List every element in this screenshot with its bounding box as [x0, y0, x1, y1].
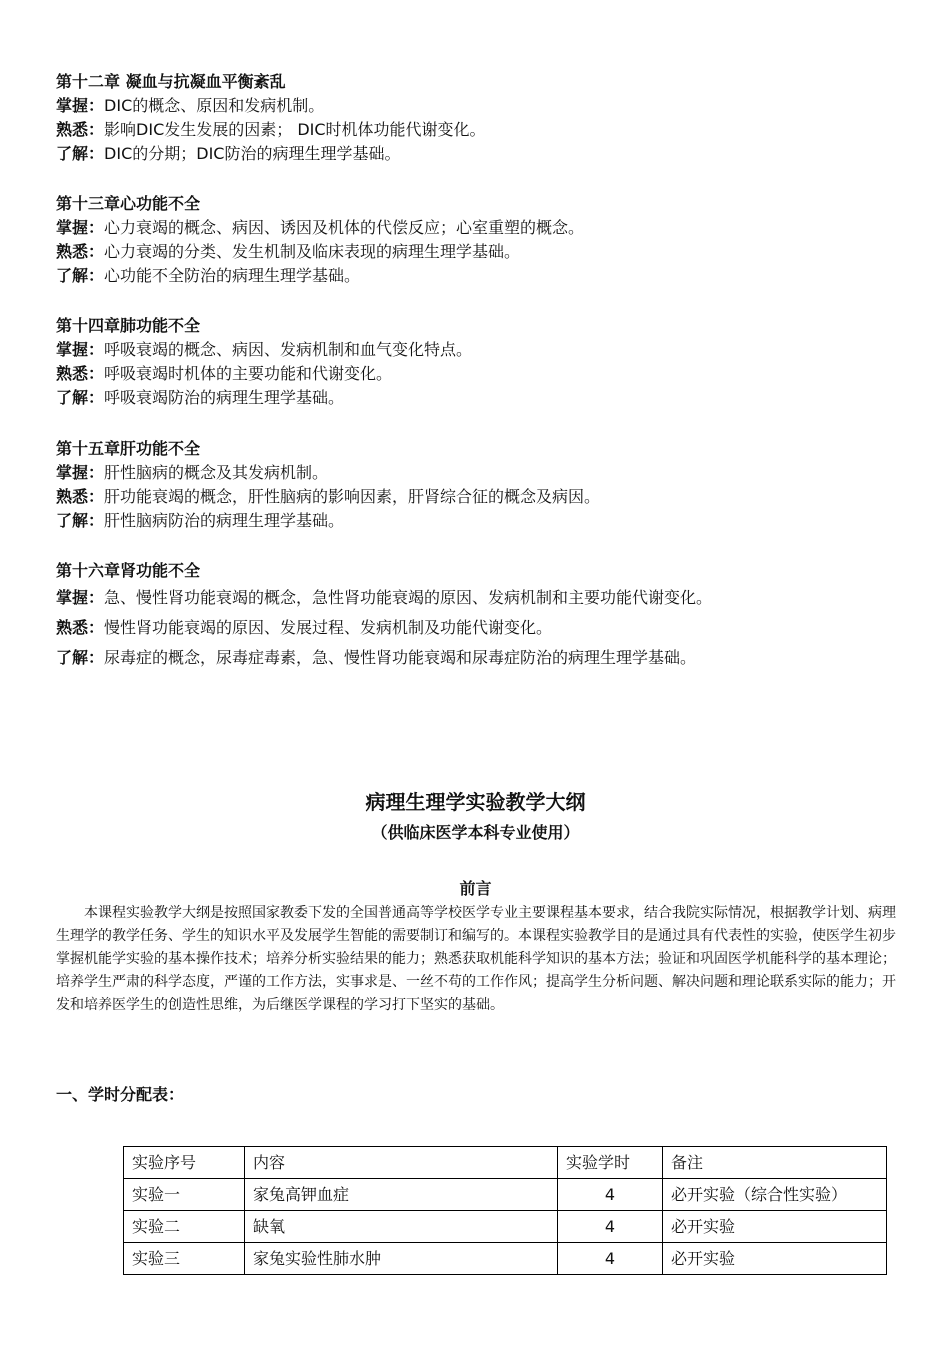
objective-text: 慢性肾功能衰竭的原因、发展过程、发病机制及功能代谢变化。 — [104, 618, 553, 637]
objective-label: 掌握 — [56, 463, 89, 482]
objective-text: 呼吸衰竭的概念、病因、发病机制和血气变化特点。 — [104, 340, 473, 359]
objective-text: DIC的概念、原因和发病机制。 — [104, 96, 325, 115]
objective-familiar: 熟悉：影响DIC发生发展的因素； DIC时机体功能代谢变化。 — [56, 120, 486, 139]
chapter-16 — [56, 559, 916, 673]
cell-no: 实验三 — [124, 1243, 245, 1275]
objective-text: 急、慢性肾功能衰竭的概念，急性肾功能衰竭的原因、发病机制和主要功能代谢变化。 — [104, 588, 713, 607]
cell-content: 家兔实验性肺水肿 — [245, 1243, 558, 1275]
chapter-title: 第十五章肝功能不全 — [56, 439, 201, 458]
cell-content: 家兔高钾血症 — [245, 1179, 558, 1211]
section-heading: 一、学时分配表： — [56, 1085, 185, 1104]
cell-note: 必开实验 — [663, 1211, 887, 1243]
preface-text: 本课程实验教学大纲是按照国家教委下发的全国普通高等学校医学专业主要课程基本要求，结合我院实际情况，根据教学计划、病理生理学的教学任务、学生的知识水平及发展学生智能的需要制订和编写的。本课程实验教学目的是通过具有代表性的实验，使医学生初步掌握机能学实验的基本操作技术；培养分析实验结果的能力；熟悉获取机能科学知识的基本方法；验证和巩固医学机能科学的基本理论；培养学生严肃的科学态度，严谨的工作方法，实事求是、一丝不苟的工作作风；提高学生分析问题、解决问题和理论联系实际的能力；开发和培养医学生的创造性思维，为后继医学课程的学习打下坚实的基础。 — [56, 905, 896, 1013]
header-cell: 实验学时 — [558, 1147, 663, 1179]
objective-label: 了解 — [56, 144, 89, 163]
hours-table — [123, 1146, 887, 1275]
objective-text: 呼吸衰竭防治的病理生理学基础。 — [104, 388, 345, 407]
table-header-row — [124, 1147, 887, 1179]
table-row — [124, 1179, 887, 1211]
objective-understand: 了解：呼吸衰竭防治的病理生理学基础。 — [56, 388, 345, 407]
objective-master: 掌握：肝性脑病的概念及其发病机制。 — [56, 463, 329, 482]
cell-hours: 4 — [558, 1243, 663, 1275]
chapter-title: 第十六章肾功能不全 — [56, 561, 201, 580]
objective-text: 肝功能衰竭的概念，肝性脑病的影响因素，肝肾综合征的概念及病因。 — [104, 487, 601, 506]
objective-text: 心力衰竭的概念、病因、诱因及机体的代偿反应；心室重塑的概念。 — [104, 218, 585, 237]
chapter-title: 第十四章肺功能不全 — [56, 316, 201, 335]
cell-hours: 4 — [558, 1211, 663, 1243]
objective-text: 肝性脑病的概念及其发病机制。 — [104, 463, 329, 482]
preface-title: 前言 — [459, 879, 492, 898]
cell-note: 必开实验（综合性实验） — [663, 1179, 887, 1211]
objective-familiar: 熟悉：心力衰竭的分类、发生机制及临床表现的病理生理学基础。 — [56, 242, 521, 261]
objective-text: 心力衰竭的分类、发生机制及临床表现的病理生理学基础。 — [104, 242, 521, 261]
objective-label: 熟悉 — [56, 364, 89, 383]
cell-note: 必开实验 — [663, 1243, 887, 1275]
objective-label: 掌握 — [56, 340, 89, 359]
objective-text: DIC的分期；DIC防治的病理生理学基础。 — [104, 144, 401, 163]
objective-text: 肝性脑病防治的病理生理学基础。 — [104, 511, 345, 530]
objective-understand: 了解：肝性脑病防治的病理生理学基础。 — [56, 511, 345, 530]
table-row — [124, 1211, 887, 1243]
objective-master: 掌握：呼吸衰竭的概念、病因、发病机制和血气变化特点。 — [56, 340, 473, 359]
cell-no: 实验二 — [124, 1211, 245, 1243]
outline-title: 病理生理学实验教学大纲 — [365, 790, 586, 814]
cell-hours: 4 — [558, 1179, 663, 1211]
chapter-15 — [56, 437, 916, 533]
objective-understand: 了解：心功能不全防治的病理生理学基础。 — [56, 266, 361, 285]
table-row — [124, 1243, 887, 1275]
chapter-title: 第十三章心功能不全 — [56, 194, 201, 213]
objective-label: 了解 — [56, 648, 89, 667]
objective-label: 了解 — [56, 266, 89, 285]
chapter-14 — [56, 314, 916, 410]
objective-label: 熟悉 — [56, 487, 89, 506]
objective-label: 掌握 — [56, 96, 89, 115]
outline-subtitle: （供临床医学本科专业使用） — [371, 823, 580, 842]
objective-familiar: 熟悉：肝功能衰竭的概念，肝性脑病的影响因素，肝肾综合征的概念及病因。 — [56, 487, 601, 506]
objective-text: 影响DIC发生发展的因素； DIC时机体功能代谢变化。 — [104, 120, 486, 139]
chapter-12 — [56, 70, 916, 166]
objective-text: 心功能不全防治的病理生理学基础。 — [104, 266, 361, 285]
objective-understand: 了解：DIC的分期；DIC防治的病理生理学基础。 — [56, 144, 401, 163]
objective-label: 了解 — [56, 511, 89, 530]
objective-label: 熟悉 — [56, 120, 89, 139]
cell-content: 缺氧 — [245, 1211, 558, 1243]
cell-no: 实验一 — [124, 1179, 245, 1211]
objective-label: 掌握 — [56, 588, 89, 607]
objective-master: 掌握：急、慢性肾功能衰竭的概念，急性肾功能衰竭的原因、发病机制和主要功能代谢变化。 — [56, 588, 713, 607]
chapter-13 — [56, 192, 916, 288]
objective-label: 了解 — [56, 388, 89, 407]
objective-master: 掌握：DIC的概念、原因和发病机制。 — [56, 96, 325, 115]
objective-text: 呼吸衰竭时机体的主要功能和代谢变化。 — [104, 364, 393, 383]
objective-understand: 了解：尿毒症的概念，尿毒症毒素，急、慢性肾功能衰竭和尿毒症防治的病理生理学基础。 — [56, 648, 697, 667]
chapter-title: 第十二章 凝血与抗凝血平衡紊乱 — [56, 72, 286, 91]
objective-master: 掌握：心力衰竭的概念、病因、诱因及机体的代偿反应；心室重塑的概念。 — [56, 218, 585, 237]
objective-familiar: 熟悉：慢性肾功能衰竭的原因、发展过程、发病机制及功能代谢变化。 — [56, 618, 553, 637]
objective-text: 尿毒症的概念，尿毒症毒素，急、慢性肾功能衰竭和尿毒症防治的病理生理学基础。 — [104, 648, 697, 667]
header-cell: 内容 — [245, 1147, 558, 1179]
objective-label: 掌握 — [56, 218, 89, 237]
objective-label: 熟悉 — [56, 618, 89, 637]
objective-familiar: 熟悉：呼吸衰竭时机体的主要功能和代谢变化。 — [56, 364, 393, 383]
header-cell: 实验序号 — [124, 1147, 245, 1179]
header-cell: 备注 — [663, 1147, 887, 1179]
objective-label: 熟悉 — [56, 242, 89, 261]
